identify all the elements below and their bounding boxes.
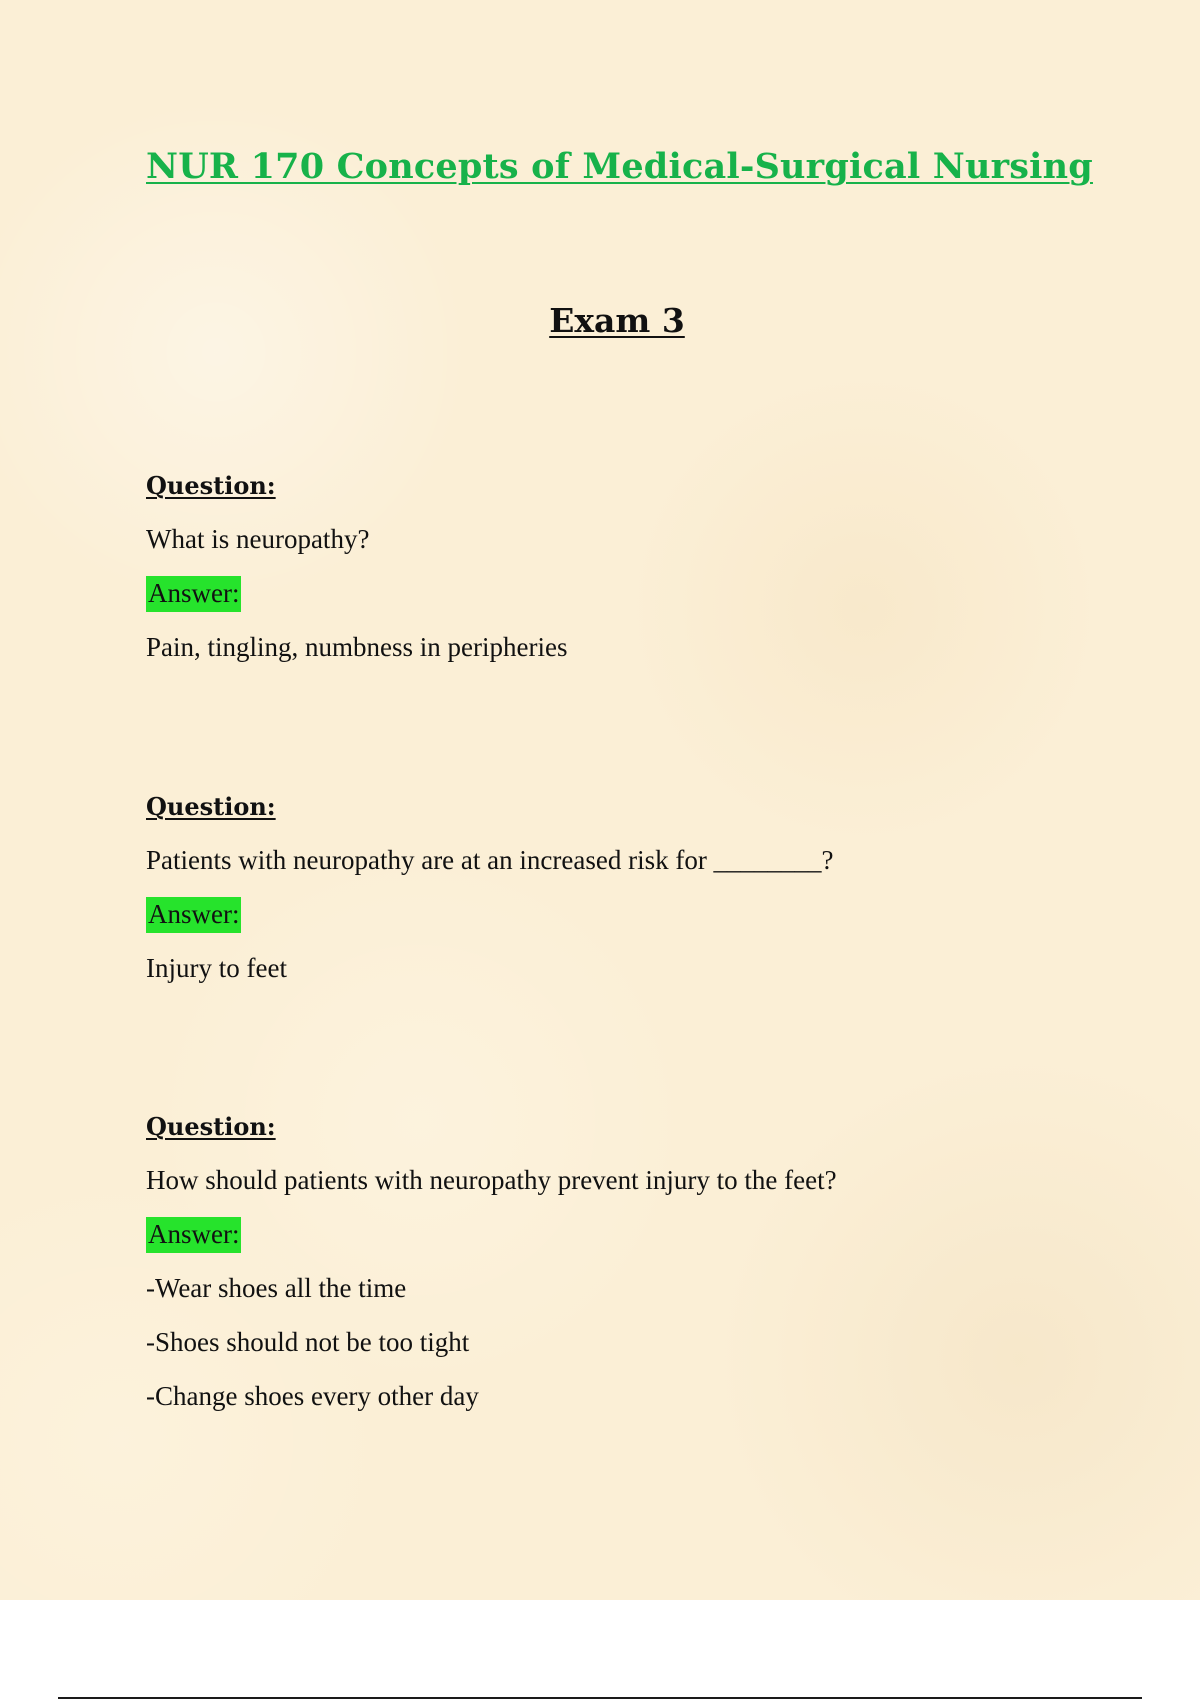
qa-block-1 <box>146 467 1106 683</box>
qa-block-2 <box>146 788 1106 1004</box>
answer-label: Answer: <box>146 1217 241 1253</box>
answer-label: Answer: <box>146 576 241 612</box>
answer-label-row <box>146 896 1106 950</box>
answer-text: Injury to feet <box>146 953 287 983</box>
question-text: What is neuropathy? <box>146 524 370 554</box>
question-text: How should patients with neuropathy prevent injury to the feet? <box>146 1165 837 1195</box>
question-label-row <box>146 788 1106 842</box>
document-title: NUR 170 Concepts of Medical-Surgical Nursing <box>146 146 1093 187</box>
exam-title: Exam 3 <box>549 301 685 340</box>
qa-block-3 <box>146 1108 1106 1432</box>
answer-item: -Change shoes every other day <box>146 1381 479 1411</box>
question-label: Question: <box>146 471 276 500</box>
question-label-row <box>146 1108 1106 1162</box>
footer-rule <box>58 1697 1142 1699</box>
answer-label: Answer: <box>146 897 241 933</box>
answer-text: Pain, tingling, numbness in peripheries <box>146 632 568 662</box>
answer-label-row <box>146 1216 1106 1270</box>
answer-item: -Shoes should not be too tight <box>146 1327 470 1357</box>
question-label-row <box>146 467 1106 521</box>
question-label: Question: <box>146 1112 276 1141</box>
answer-item: -Wear shoes all the time <box>146 1273 407 1303</box>
answer-label-row <box>146 575 1106 629</box>
question-label: Question: <box>146 792 276 821</box>
question-text: Patients with neuropathy are at an increased risk for ________? <box>146 845 834 875</box>
